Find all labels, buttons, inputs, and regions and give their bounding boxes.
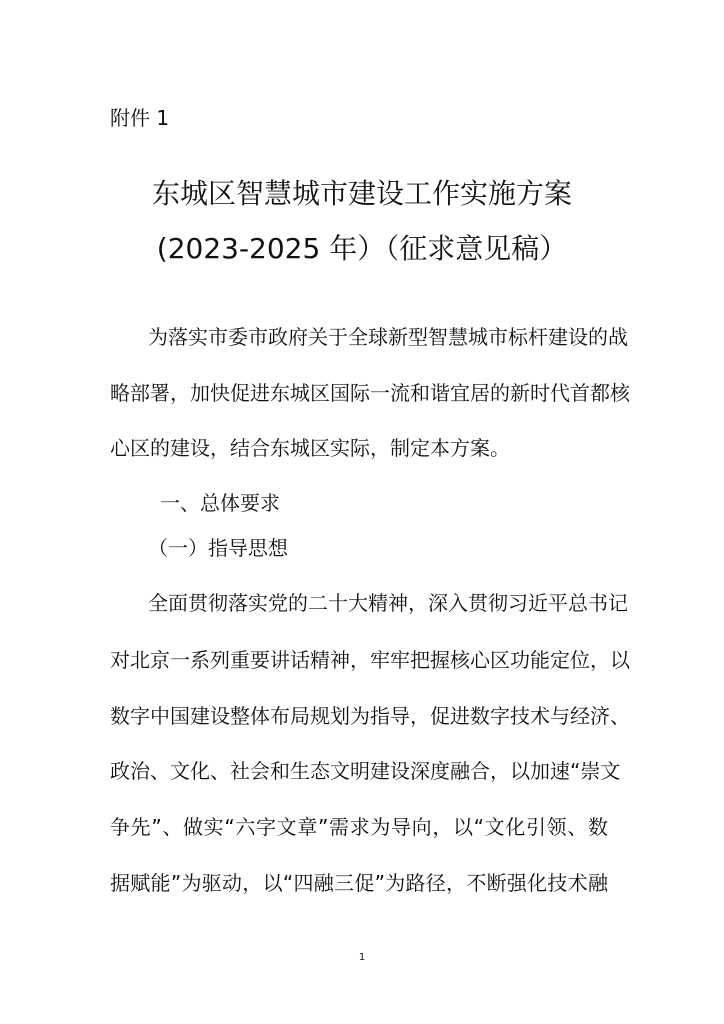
paragraph-line: 略部署，加快促进东城区国际一流和谐宜居的新时代首都核 (110, 381, 630, 405)
paragraph-line: 心区的建设，结合东城区实际，制定本方案。 (110, 436, 510, 460)
document-title-line-1: 东城区智慧城市建设工作实施方案 (151, 177, 572, 210)
paragraph-line: 全面贯彻落实党的二十大精神，深入贯彻习近平总书记 (148, 591, 628, 615)
paragraph-line: 争先”、做实“六字文章”需求为导向，以“文化引领、数 (110, 815, 608, 839)
document-title-line-2: (2023-2025 年）（征求意见稿） (156, 232, 568, 265)
paragraph-line: 据赋能”为驱动，以“四融三促”为路径，不断强化技术融 (110, 871, 608, 895)
subsection-heading: （一）指导思想 (148, 536, 288, 560)
paragraph-line: 对北京一系列重要讲话精神，牢牢把握核心区功能定位，以 (110, 648, 630, 672)
section-heading: 一、总体要求 (160, 491, 280, 515)
paragraph-line: 为落实市委市政府关于全球新型智慧城市标杆建设的战 (148, 325, 628, 349)
paragraph-line: 政治、文化、社会和生态文明建设深度融合，以加速“崇文 (110, 759, 621, 783)
attachment-label: 附件 1 (110, 106, 170, 130)
page-number: 1 (358, 952, 366, 963)
paragraph-line: 数字中国建设整体布局规划为指导，促进数字技术与经济、 (110, 704, 630, 728)
